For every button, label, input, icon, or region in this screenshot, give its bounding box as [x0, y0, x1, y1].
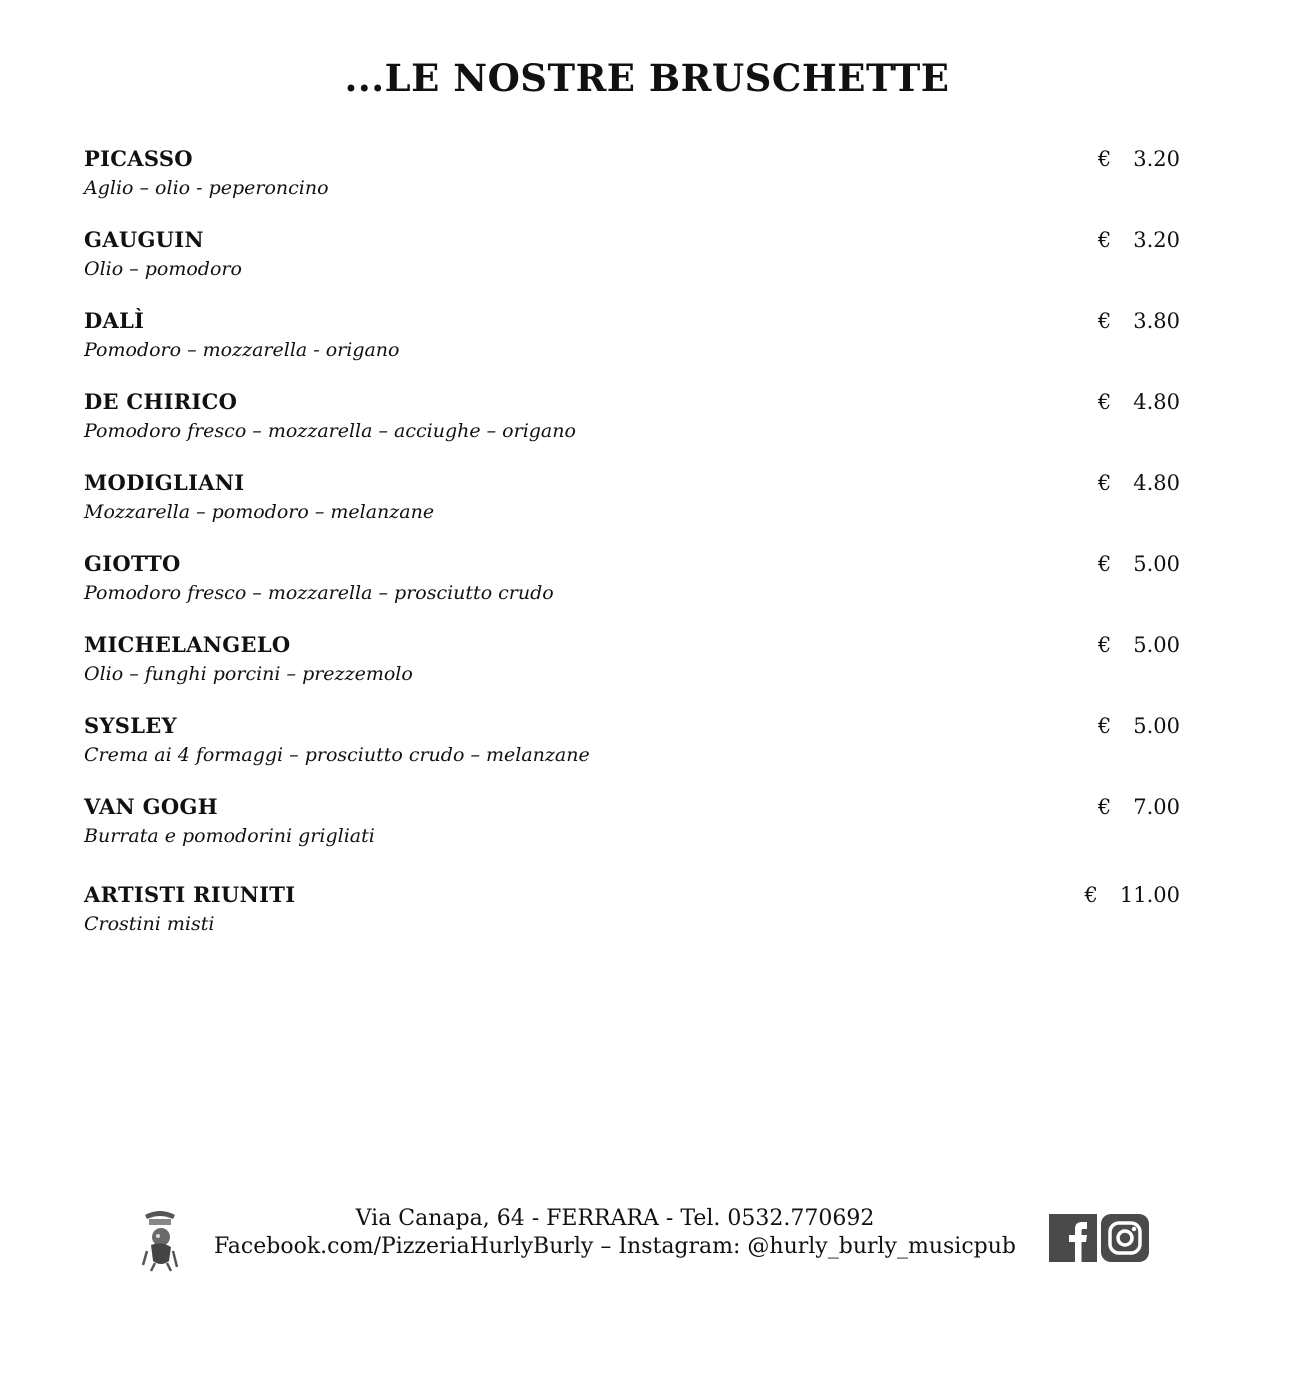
- menu-item: [84, 389, 1180, 470]
- item-description: Aglio – olio - peperoncino: [84, 177, 329, 199]
- price-value: 3.80: [1133, 309, 1180, 333]
- item-description: Crema ai 4 formaggi – prosciutto crudo – melanzane: [84, 744, 590, 766]
- item-name: DALÌ: [84, 308, 145, 333]
- price-value: 3.20: [1133, 147, 1180, 171]
- item-description: Crostini misti: [84, 913, 215, 935]
- currency-symbol: €: [1097, 471, 1112, 495]
- menu-item: [84, 713, 1180, 794]
- item-price: [1098, 794, 1180, 820]
- item-name: SYSLEY: [84, 713, 177, 738]
- currency-symbol: €: [1097, 795, 1112, 819]
- item-name: GAUGUIN: [84, 227, 204, 252]
- pub-logo-icon: [139, 1207, 181, 1273]
- item-price: [1098, 227, 1180, 253]
- price-value: 4.80: [1133, 471, 1180, 495]
- item-description: Mozzarella – pomodoro – melanzane: [84, 501, 435, 523]
- item-description: Olio – pomodoro: [84, 258, 242, 280]
- currency-symbol: €: [1097, 147, 1112, 171]
- facebook-icon[interactable]: [1049, 1214, 1097, 1262]
- footer-address: Via Canapa, 64 - FERRARA - Tel. 0532.770692: [355, 1206, 875, 1231]
- page-title: ...LE NOSTRE BRUSCHETTE: [344, 56, 950, 100]
- item-price: [1098, 632, 1180, 658]
- item-name: GIOTTO: [84, 551, 181, 576]
- price-value: 3.20: [1133, 228, 1180, 252]
- item-price: [1098, 551, 1180, 577]
- item-price: [1098, 713, 1180, 739]
- menu-list: [84, 146, 1180, 963]
- item-name: PICASSO: [84, 146, 193, 171]
- item-price: [1085, 882, 1181, 908]
- footer: [0, 1205, 1294, 1275]
- item-description: Pomodoro fresco – mozzarella – acciughe – origano: [84, 420, 576, 442]
- currency-symbol: €: [1097, 390, 1112, 414]
- currency-symbol: €: [1097, 552, 1112, 576]
- item-description: Burrata e pomodorini grigliati: [84, 825, 375, 847]
- footer-contact: [195, 1205, 1035, 1261]
- price-value: 4.80: [1133, 390, 1180, 414]
- item-name: VAN GOGH: [84, 794, 218, 819]
- price-value: 5.00: [1133, 633, 1180, 657]
- menu-item: [84, 146, 1180, 227]
- menu-item: [84, 308, 1180, 389]
- menu-item: [84, 882, 1180, 963]
- item-price: [1098, 470, 1180, 496]
- item-price: [1098, 308, 1180, 334]
- item-name: DE CHIRICO: [84, 389, 238, 414]
- item-name: MICHELANGELO: [84, 632, 291, 657]
- menu-item: [84, 632, 1180, 713]
- item-description: Olio – funghi porcini – prezzemolo: [84, 663, 413, 685]
- item-description: Pomodoro – mozzarella - origano: [84, 339, 400, 361]
- item-price: [1098, 389, 1180, 415]
- price-value: 5.00: [1133, 552, 1180, 576]
- item-description: Pomodoro fresco – mozzarella – prosciutto crudo: [84, 582, 554, 604]
- currency-symbol: €: [1097, 228, 1112, 252]
- instagram-icon[interactable]: [1101, 1214, 1149, 1262]
- currency-symbol: €: [1097, 309, 1112, 333]
- menu-item: [84, 794, 1180, 875]
- price-value: 7.00: [1133, 795, 1180, 819]
- item-name: MODIGLIANI: [84, 470, 245, 495]
- item-name: ARTISTI RIUNITI: [84, 882, 296, 907]
- price-value: 11.00: [1119, 883, 1180, 907]
- currency-symbol: €: [1097, 714, 1112, 738]
- price-value: 5.00: [1133, 714, 1180, 738]
- menu-item: [84, 227, 1180, 308]
- menu-item: [84, 551, 1180, 632]
- currency-symbol: €: [1097, 633, 1112, 657]
- item-price: [1098, 146, 1180, 172]
- currency-symbol: €: [1084, 883, 1098, 907]
- footer-social: Facebook.com/PizzeriaHurlyBurly – Instagram: @hurly_burly_musicpub: [214, 1234, 1016, 1259]
- menu-item: [84, 470, 1180, 551]
